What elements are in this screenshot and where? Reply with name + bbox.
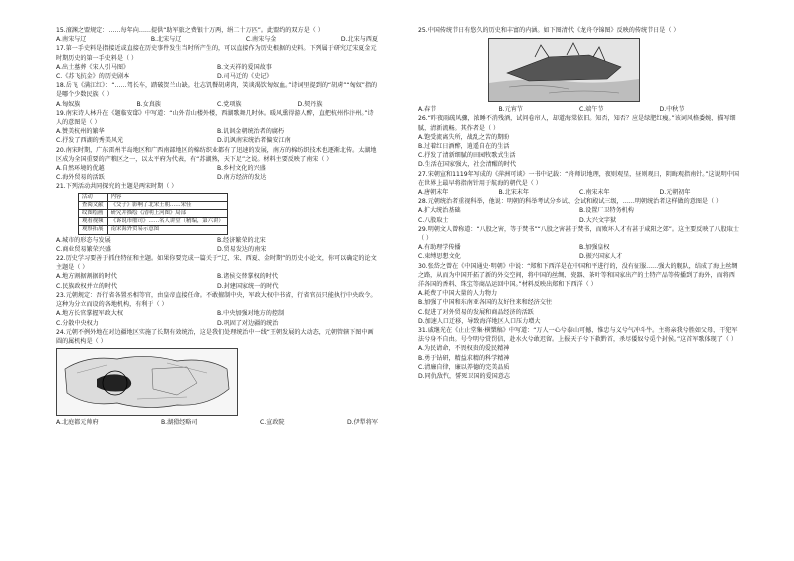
table-row bbox=[79, 193, 228, 201]
option[interactable]: D.振兴国家人才 bbox=[579, 253, 623, 261]
option[interactable]: A.出土墓葬《宋人引马图》 bbox=[56, 63, 130, 71]
option[interactable]: B.诸侯交替掌权的时代 bbox=[217, 273, 278, 281]
option[interactable]: C.《苏飞抗金》的历史剧本 bbox=[56, 73, 130, 81]
table-row bbox=[79, 218, 228, 226]
question-26: 26.“昨夜雨疏风骤，浓睡不消残酒，试问卷帘人，却道海棠依旧。知否，知否？应是绿肥红瘦。”该词风格委婉、描写细腻，清新流畅。其作者是（ ） bbox=[418, 115, 736, 132]
option[interactable]: B.北宋与辽 bbox=[150, 36, 182, 44]
question-27: 27.宋朝宣和1119年写成的《萍洲可谈》一书中记载：“舟师识地理，夜则观星，昼则观日，阴晦观指南针。”这说明中国在世界上最早将指南针用于航海的朝代是（ ） bbox=[418, 170, 739, 187]
question-21: 21.下列活动共同探究的主题是两宋时期（ ） bbox=[56, 183, 178, 191]
options-25 bbox=[418, 105, 740, 114]
option[interactable]: B.北宋末年 bbox=[498, 189, 529, 197]
options-28 bbox=[418, 206, 740, 224]
option[interactable]: C.海外贸易的活跃 bbox=[56, 174, 105, 182]
option[interactable]: C.端午节 bbox=[579, 106, 604, 114]
question-28: 28.元朝统治者重视科举，他说：明朝的科举考试分乡试、会试和殿试三级，……明朝统治者这样做的意图是（ ） bbox=[418, 198, 723, 206]
option[interactable]: D.北宋与西夏 bbox=[340, 36, 378, 44]
activity-table bbox=[78, 193, 228, 235]
table-row bbox=[79, 210, 228, 218]
option[interactable]: A.饱受流离失所，战乱之苦的期盼 bbox=[418, 133, 510, 141]
question-17: 17.第一手史料是指接近或直接在历史事件发生当时所产生的，可以直接作为历史根据的史料。下列属于研究辽宋夏金元时期历史的第一手史料是（ ） bbox=[56, 45, 377, 62]
option[interactable]: B.讥讽金朝统治者的腐朽 bbox=[217, 128, 285, 136]
options-22 bbox=[56, 272, 378, 290]
option[interactable]: D.封建国家统一的时代 bbox=[217, 282, 279, 290]
option[interactable]: C.南宋与金 bbox=[245, 36, 277, 44]
option[interactable]: C.抒发了西湖的秀美风光 bbox=[56, 137, 124, 145]
option[interactable]: B.加强皇权 bbox=[579, 244, 610, 252]
option[interactable]: D.伊犁将军 bbox=[346, 419, 378, 427]
options-20 bbox=[56, 164, 378, 182]
option[interactable]: B.过着红日酒醉，逍遥自在的生活 bbox=[418, 143, 510, 151]
options-26 bbox=[418, 133, 740, 170]
options-19 bbox=[56, 127, 378, 145]
options-29 bbox=[418, 243, 740, 261]
option[interactable]: C.八股取士 bbox=[418, 216, 449, 224]
table-cell: 活动 bbox=[79, 193, 108, 201]
option[interactable]: D.巩固了对边疆的统治 bbox=[217, 319, 279, 327]
option[interactable]: A.唐朝末年 bbox=[418, 189, 449, 197]
option[interactable]: C.抒发了清新细腻的田园牧歌式生活 bbox=[418, 152, 516, 160]
option[interactable]: D.中秋节 bbox=[659, 106, 685, 114]
option[interactable]: D.加速人口迁移，导致海洋地区人口压力增大 bbox=[418, 317, 541, 325]
question-25: 25.中国传统节日有悠久的历史和丰富的内涵。如下图清代《龙舟夺锦图》反映的传统节日是（ ） bbox=[418, 27, 680, 34]
question-23: 23.元朝规定：吾行省各置丞相等官，由皇帝直接任命。不敢擅制中央，军政大权中书省，行省官员只能执行中央政令。这种为分立而设的各地机构，有利于（ ） bbox=[56, 291, 377, 309]
options-27 bbox=[418, 188, 740, 197]
options-21 bbox=[56, 236, 378, 254]
option[interactable]: C.束缚思想文化 bbox=[418, 253, 461, 261]
options-31 bbox=[418, 344, 740, 381]
table-row bbox=[79, 201, 228, 209]
option[interactable]: D.贸易发达的南宋 bbox=[217, 245, 267, 253]
options-24 bbox=[56, 418, 378, 427]
painting-drawing bbox=[489, 39, 639, 101]
question-18: 18.岳飞《满江红》：“……驾长车，踏破贺兰山缺。壮志饥餐胡虏肉，笑谈渴饮匈奴血。”诗词里提到的“胡虏”“匈奴”指的是哪个少数民族（ ） bbox=[56, 82, 378, 99]
option[interactable]: C.商业贸易繁荣兴盛 bbox=[56, 245, 111, 253]
question-24: 24.元朝不例外地在对边疆地区实施了长期有效统治，这是我们处理统治中一线“王朝发展的大动态，元朝管辖下图中画圆的属机构是（ ） bbox=[56, 328, 374, 345]
question-15: 15.澶渊之盟规定：……每年向……提供“助军旅之费银十万两，绢二十万匹”。此盟约的双方是（ ） bbox=[56, 27, 324, 34]
option[interactable]: A.有助理学传播 bbox=[418, 244, 461, 252]
table-cell: 研究并描绘《清明上河图》局部 bbox=[107, 210, 227, 218]
right-column bbox=[418, 26, 740, 381]
option[interactable]: A.为民请命，不畏权贵的爱民精神 bbox=[418, 345, 510, 353]
question-22: 22.历史学习要善于抓住特征和主题。如果你要完成一篇关于“辽、宋、西夏、金时期”的历史小论文，你可以确定的论文主题是（ ） bbox=[56, 255, 377, 272]
option[interactable]: A.城市的形态与发展 bbox=[56, 236, 111, 244]
question-31: 31.戚继光在《止止堂集·横槊稿》中写道：“万人一心兮泰山可撼，惟忠与义兮气冲斗牛。主将亲我兮胜如父母，干犯军法兮身不自由。号令明兮赏罚信，赴水火兮敢迟留。上报天子兮下救黔首，杀尽倭奴兮觅个封侯。”这首军歌体现了（ ） bbox=[418, 327, 738, 344]
option[interactable]: B.中央加强对地方的控制 bbox=[217, 310, 285, 318]
option[interactable]: B.元宵节 bbox=[498, 106, 523, 114]
table-cell: 内容 bbox=[107, 193, 227, 201]
option[interactable]: B.乡村文化的兴盛 bbox=[217, 165, 266, 173]
option[interactable]: D.讥讽南宋统治者偏安江南 bbox=[217, 137, 291, 145]
option[interactable]: D.大兴文字狱 bbox=[579, 216, 617, 224]
option[interactable]: D.司马迁的《史记》 bbox=[217, 73, 273, 81]
table-cell: 纹图绘画 bbox=[79, 210, 108, 218]
dragon-boat-painting bbox=[488, 38, 640, 102]
option[interactable]: D.生活在国家强大，社会清醒的时代 bbox=[418, 161, 517, 169]
option[interactable]: D.同仇敌忾，誓死卫国的爱国意志 bbox=[418, 373, 510, 381]
question-20: 20.南宋时期，广东雷州半岛地区和广西南部地区的棉纺织业都有了迅速的发展，南方的棉纺织技术也逐渐北传。太湖地区成为全国重要的产粮区之一，以太平府为代表，有“苏湖熟，天下足”之说。材料主要反映了南宋（ ） bbox=[56, 146, 377, 163]
options-23 bbox=[56, 309, 378, 327]
table-cell: 观察拓展 bbox=[79, 226, 108, 234]
option[interactable]: A.自然环境的优越 bbox=[56, 165, 105, 173]
table-row bbox=[79, 226, 228, 234]
yuan-dynasty-map bbox=[56, 348, 238, 416]
table-cell: 《诉说市舶司》……名人讲堂（精编，第六讲） bbox=[107, 218, 227, 226]
table-cell: 南宋海外贸易示意图 bbox=[107, 226, 227, 234]
option[interactable]: B.湖猾经略司 bbox=[161, 419, 198, 427]
option[interactable]: A.耗费了中国大量的人力物力 bbox=[418, 290, 498, 298]
option[interactable]: D.南方经济的发达 bbox=[217, 174, 267, 182]
option[interactable]: B.经济繁荣的北宋 bbox=[217, 236, 266, 244]
options-30 bbox=[418, 289, 740, 326]
question-30: 30.张岱之曾在《中国通史·明朝》中说：“郑和下西洋是在中国和平进行的，没有征服……强大的舰队，结成了海上丝绸之路，从而为中国开拓了新的外交空间，将中国的丝绸、瓷器、茶叶等和国家出产的土特产品等传播到了海外，而将西洋各国的香料、珠宝等商品运回中国。”材料反映出郑和下西洋（ ） bbox=[418, 262, 738, 289]
option[interactable]: D.元朝初年 bbox=[659, 189, 691, 197]
map-drawing bbox=[57, 349, 237, 415]
option[interactable]: A.匈奴族 bbox=[56, 100, 81, 108]
options-17 bbox=[56, 63, 378, 81]
option[interactable]: A.地方长官掌握军政大权 bbox=[56, 310, 123, 318]
option[interactable]: C.清廉自律，廉以养德的完美品质 bbox=[418, 363, 510, 371]
option[interactable]: A.地方割据割据的时代 bbox=[56, 273, 117, 281]
option[interactable]: B.文天祥的爱国故事 bbox=[217, 63, 272, 71]
question-29: 29.明朝文人曾称道：“八股之害，等于焚书”“八股之害甚于焚书，而败坏人才有甚于咸阳之郊”。这主要反映了八股取士（ ） bbox=[418, 225, 739, 243]
option[interactable]: B.加强了中国和东南亚各国的友好往来和经济交往 bbox=[418, 299, 553, 307]
option[interactable]: C.南宋末年 bbox=[579, 189, 610, 197]
question-19: 19.南宋诗人林升在《题临安邸》中写道：“山外青山楼外楼，西湖歌舞几时休。暖风熏得游人醉，直把杭州作汴州。”诗人的意图是（ ） bbox=[56, 109, 374, 127]
option[interactable]: A.北庭都元帅府 bbox=[56, 419, 99, 427]
option[interactable]: D.契丹族 bbox=[297, 100, 323, 108]
table-cell: 查阅文献 bbox=[79, 201, 108, 209]
left-column bbox=[56, 26, 378, 427]
option[interactable]: A.扩大统治基础 bbox=[418, 207, 461, 215]
option[interactable]: B.设置厂卫特务机构 bbox=[579, 207, 634, 215]
options-18 bbox=[56, 100, 378, 109]
options-15 bbox=[56, 35, 378, 44]
option[interactable]: A.南宋与辽 bbox=[56, 36, 87, 44]
option[interactable]: B.勇于钻研，精益求精的科学精神 bbox=[418, 354, 510, 362]
table-cell: 《交子》影响了北宋王朝……宋佳 bbox=[107, 201, 227, 209]
table-cell: 观看视频 bbox=[79, 218, 108, 226]
option[interactable]: C.分散中央权力 bbox=[56, 319, 99, 327]
option[interactable]: C.民族政权并立的时代 bbox=[56, 282, 118, 290]
option[interactable]: C.宣政院 bbox=[260, 419, 285, 427]
option[interactable]: C.党项族 bbox=[217, 100, 242, 108]
option[interactable]: A.春节 bbox=[418, 106, 437, 114]
option[interactable]: C.促进了对外贸易的发展和商品经济的活跃 bbox=[418, 308, 534, 316]
option[interactable]: A.赞美杭州的繁华 bbox=[56, 128, 105, 136]
option[interactable]: B.女真族 bbox=[136, 100, 161, 108]
